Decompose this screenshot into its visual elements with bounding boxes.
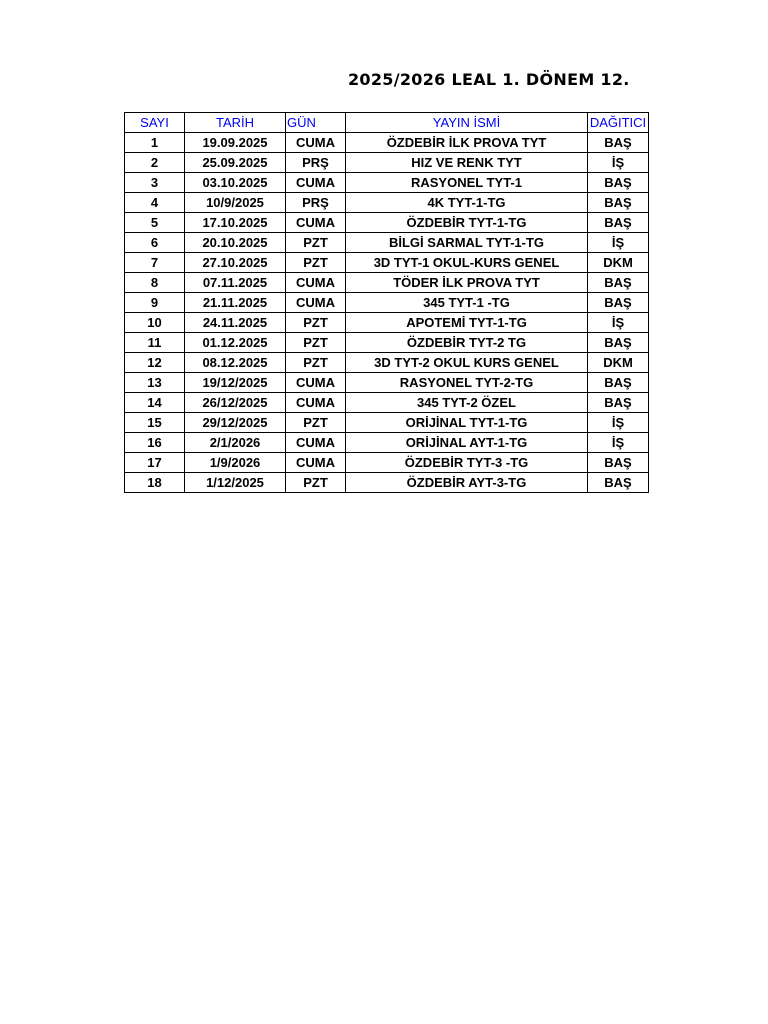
table-row	[125, 333, 649, 353]
cell-tarih: 27.10.2025	[185, 253, 286, 273]
cell-sayi: 1	[125, 133, 185, 153]
header-yayin-ismi: YAYIN İSMİ	[346, 113, 588, 133]
cell-yayin-ismi: ÖZDEBİR TYT-1-TG	[346, 213, 588, 233]
cell-gun: PZT	[286, 253, 346, 273]
cell-yayin-ismi: 3D TYT-2 OKUL KURS GENEL	[346, 353, 588, 373]
cell-dagitici: İŞ	[588, 433, 649, 453]
cell-dagitici: BAŞ	[588, 333, 649, 353]
cell-sayi: 15	[125, 413, 185, 433]
cell-gun: CUMA	[286, 453, 346, 473]
cell-gun: PZT	[286, 233, 346, 253]
cell-dagitici: BAŞ	[588, 373, 649, 393]
cell-dagitici: BAŞ	[588, 293, 649, 313]
page-title: 2025/2026 LEAL 1. DÖNEM 12.	[348, 70, 630, 89]
table-row	[125, 253, 649, 273]
cell-dagitici: BAŞ	[588, 393, 649, 413]
cell-tarih: 01.12.2025	[185, 333, 286, 353]
cell-sayi: 4	[125, 193, 185, 213]
table-row	[125, 193, 649, 213]
cell-tarih: 24.11.2025	[185, 313, 286, 333]
cell-sayi: 9	[125, 293, 185, 313]
cell-gun: CUMA	[286, 373, 346, 393]
cell-yayin-ismi: ÖZDEBİR TYT-3 -TG	[346, 453, 588, 473]
table-row	[125, 373, 649, 393]
header-tarih: TARİH	[185, 113, 286, 133]
header-dagitici: DAĞITICI	[588, 113, 649, 133]
cell-sayi: 16	[125, 433, 185, 453]
cell-yayin-ismi: ORİJİNAL TYT-1-TG	[346, 413, 588, 433]
cell-yayin-ismi: BİLGİ SARMAL TYT-1-TG	[346, 233, 588, 253]
cell-tarih: 10/9/2025	[185, 193, 286, 213]
cell-tarih: 26/12/2025	[185, 393, 286, 413]
cell-sayi: 8	[125, 273, 185, 293]
table-row	[125, 233, 649, 253]
cell-yayin-ismi: ÖZDEBİR İLK PROVA TYT	[346, 133, 588, 153]
cell-dagitici: BAŞ	[588, 193, 649, 213]
cell-tarih: 03.10.2025	[185, 173, 286, 193]
cell-dagitici: DKM	[588, 253, 649, 273]
cell-yayin-ismi: ÖZDEBİR AYT-3-TG	[346, 473, 588, 493]
cell-dagitici: İŞ	[588, 233, 649, 253]
cell-sayi: 7	[125, 253, 185, 273]
table-row	[125, 433, 649, 453]
cell-sayi: 11	[125, 333, 185, 353]
table-row	[125, 173, 649, 193]
cell-gun: CUMA	[286, 433, 346, 453]
table-row	[125, 293, 649, 313]
cell-sayi: 6	[125, 233, 185, 253]
cell-yayin-ismi: ORİJİNAL AYT-1-TG	[346, 433, 588, 453]
table-body	[125, 133, 649, 493]
cell-sayi: 14	[125, 393, 185, 413]
cell-sayi: 2	[125, 153, 185, 173]
cell-dagitici: BAŞ	[588, 273, 649, 293]
cell-dagitici: BAŞ	[588, 133, 649, 153]
cell-gun: PZT	[286, 313, 346, 333]
cell-yayin-ismi: 345 TYT-2 ÖZEL	[346, 393, 588, 413]
cell-gun: PRŞ	[286, 193, 346, 213]
cell-gun: CUMA	[286, 393, 346, 413]
cell-yayin-ismi: 345 TYT-1 -TG	[346, 293, 588, 313]
cell-gun: PZT	[286, 353, 346, 373]
cell-gun: PZT	[286, 333, 346, 353]
table-row	[125, 153, 649, 173]
cell-sayi: 5	[125, 213, 185, 233]
cell-tarih: 29/12/2025	[185, 413, 286, 433]
cell-tarih: 08.12.2025	[185, 353, 286, 373]
cell-gun: PZT	[286, 473, 346, 493]
cell-yayin-ismi: APOTEMİ TYT-1-TG	[346, 313, 588, 333]
cell-dagitici: DKM	[588, 353, 649, 373]
table-header-row	[125, 113, 649, 133]
cell-sayi: 18	[125, 473, 185, 493]
table-row	[125, 273, 649, 293]
table-row	[125, 353, 649, 373]
cell-tarih: 2/1/2026	[185, 433, 286, 453]
cell-yayin-ismi: 4K TYT-1-TG	[346, 193, 588, 213]
table-row	[125, 413, 649, 433]
cell-tarih: 17.10.2025	[185, 213, 286, 233]
cell-tarih: 21.11.2025	[185, 293, 286, 313]
cell-tarih: 20.10.2025	[185, 233, 286, 253]
cell-dagitici: İŞ	[588, 313, 649, 333]
cell-sayi: 12	[125, 353, 185, 373]
cell-gun: CUMA	[286, 273, 346, 293]
cell-gun: CUMA	[286, 213, 346, 233]
cell-gun: PRŞ	[286, 153, 346, 173]
cell-gun: CUMA	[286, 133, 346, 153]
cell-yayin-ismi: 3D TYT-1 OKUL-KURS GENEL	[346, 253, 588, 273]
header-gun: GÜN	[286, 113, 346, 133]
table-row	[125, 453, 649, 473]
cell-yayin-ismi: TÖDER İLK PROVA TYT	[346, 273, 588, 293]
cell-sayi: 3	[125, 173, 185, 193]
cell-tarih: 07.11.2025	[185, 273, 286, 293]
cell-tarih: 1/12/2025	[185, 473, 286, 493]
cell-yayin-ismi: HIZ VE RENK TYT	[346, 153, 588, 173]
header-sayi: SAYI	[125, 113, 185, 133]
cell-dagitici: İŞ	[588, 413, 649, 433]
cell-gun: PZT	[286, 413, 346, 433]
cell-dagitici: BAŞ	[588, 213, 649, 233]
table-row	[125, 393, 649, 413]
cell-tarih: 1/9/2026	[185, 453, 286, 473]
table-row	[125, 133, 649, 153]
table-row	[125, 473, 649, 493]
cell-tarih: 19.09.2025	[185, 133, 286, 153]
cell-gun: CUMA	[286, 173, 346, 193]
cell-dagitici: BAŞ	[588, 173, 649, 193]
cell-sayi: 13	[125, 373, 185, 393]
cell-gun: CUMA	[286, 293, 346, 313]
cell-tarih: 25.09.2025	[185, 153, 286, 173]
table-row	[125, 213, 649, 233]
cell-dagitici: BAŞ	[588, 453, 649, 473]
cell-yayin-ismi: RASYONEL TYT-1	[346, 173, 588, 193]
cell-sayi: 10	[125, 313, 185, 333]
cell-tarih: 19/12/2025	[185, 373, 286, 393]
schedule-table	[124, 112, 649, 493]
cell-yayin-ismi: RASYONEL TYT-2-TG	[346, 373, 588, 393]
cell-dagitici: BAŞ	[588, 473, 649, 493]
table-row	[125, 313, 649, 333]
cell-dagitici: İŞ	[588, 153, 649, 173]
cell-yayin-ismi: ÖZDEBİR TYT-2 TG	[346, 333, 588, 353]
cell-sayi: 17	[125, 453, 185, 473]
